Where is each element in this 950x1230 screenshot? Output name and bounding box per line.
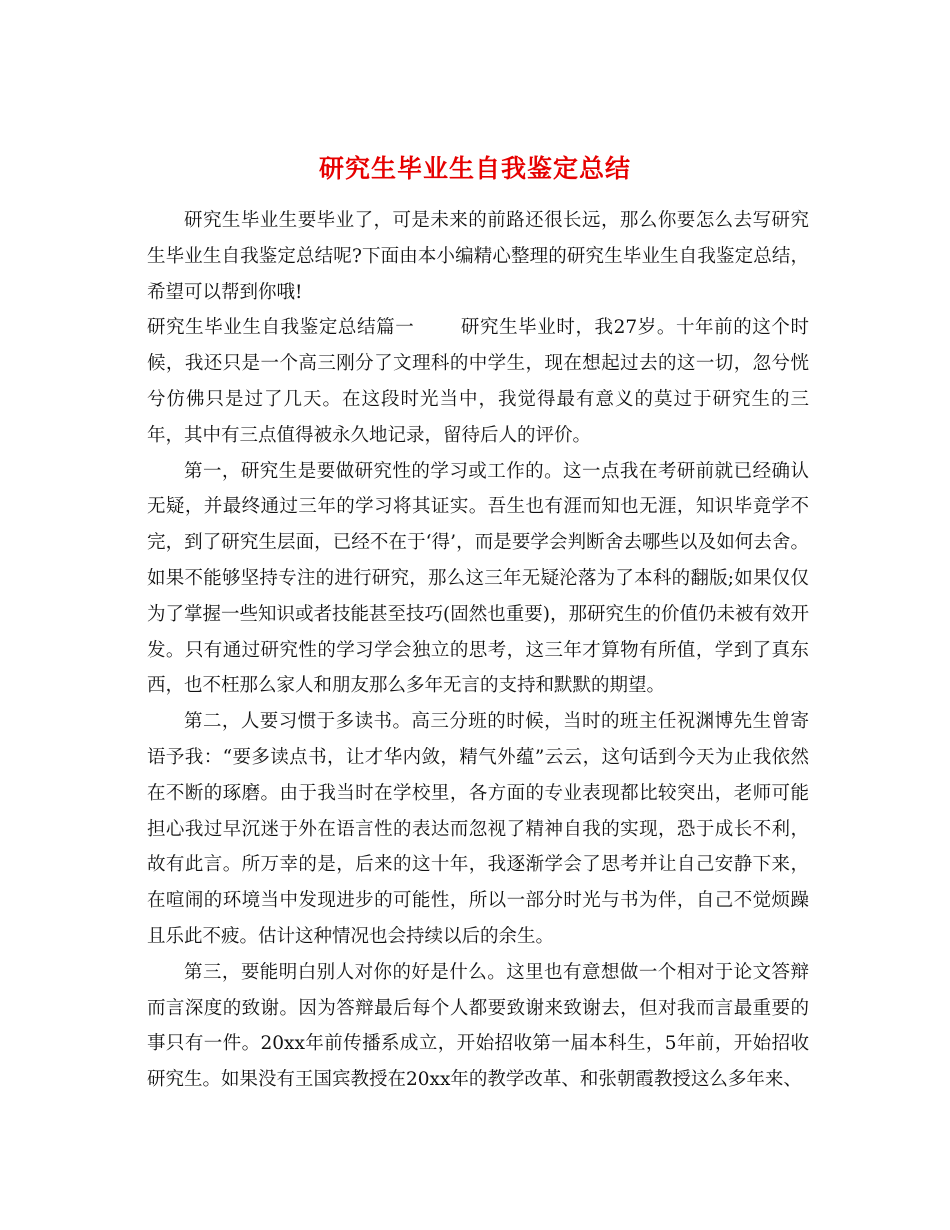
point-two-paragraph: 第二，人要习惯于多读书。高三分班的时候，当时的班主任祝渊博先生曾寄语予我：“要多读点书，让才华内敛，精气外蕴”云云，这句话到今天为止我依然在不断的琢磨。由于我当时在学校里，各方面的专业表现都比较突出，老师可能担心我过早沉迷于外在语言性的表达而忽视了精神自我的实现，恐于成长不利，故有此言。所万幸的是，后来的这十年，我逐渐学会了思考并让自己安静下来，在喧闹的环境当中发现进步的可能性，所以一部分时光与书为伴，自己不觉烦躁且乐此不疲。估计这种情况也会持续以后的余生。 <box>147 711 809 947</box>
page-title: 研究生毕业生自我鉴定总结 <box>318 153 631 183</box>
document-body <box>147 203 809 1098</box>
point-one-paragraph: 第一，研究生是要做研究性的学习或工作的。这一点我在考研前就已经确认无疑，并最终通过三年的学习将其证实。吾生也有涯而知也无涯，知识毕竟学不完，到了研究生层面，已经不在于‘得’，而是要学会判断舍去哪些以及如何去舍。如果不能够坚持专注的进行研究，那么这三年无疑沦落为了本科的翻版;如果仅仅为了掌握一些知识或者技能甚至技巧(固然也重要)，那研究生的价值仍未被有效开发。只有通过研究性的学习学会独立的思考，这三年才算物有所值，学到了真东西，也不枉那么家人和朋友那么多年无言的支持和默默的期望。 <box>147 460 809 697</box>
section-heading: 研究生毕业生自我鉴定总结篇一 <box>147 317 415 339</box>
point-three-paragraph: 第三，要能明白别人对你的好是什么。这里也有意想做一个相对于论文答辩而言深度的致谢。因为答辩最后每个人都要致谢来致谢去，但对我而言最重要的事只有一件。20xx年前传播系成立，开始招收第一届本科生，5年前，开始招收研究生。如果没有王国宾教授在20xx年的教学改革、和张朝霞教授这么多年来、 <box>147 961 809 1091</box>
intro-paragraph: 研究生毕业生要毕业了，可是未来的前路还很长远，那么你要怎么去写研究生毕业生自我鉴定总结呢?下面由本小编精心整理的研究生毕业生自我鉴定总结，希望可以帮到你哦! <box>147 210 809 303</box>
section-first-text: 研究生毕业时，我27岁。十年前的这个时候，我还只是一个高三刚分了文理科的中学生，现在想起过去的这一切，忽兮恍兮仿佛只是过了几天。在这段时光当中，我觉得最有意义的莫过于研究生的三年，其中有三点值得被永久地记录，留待后人的评价。 <box>147 317 809 446</box>
section-paragraph <box>147 310 809 453</box>
